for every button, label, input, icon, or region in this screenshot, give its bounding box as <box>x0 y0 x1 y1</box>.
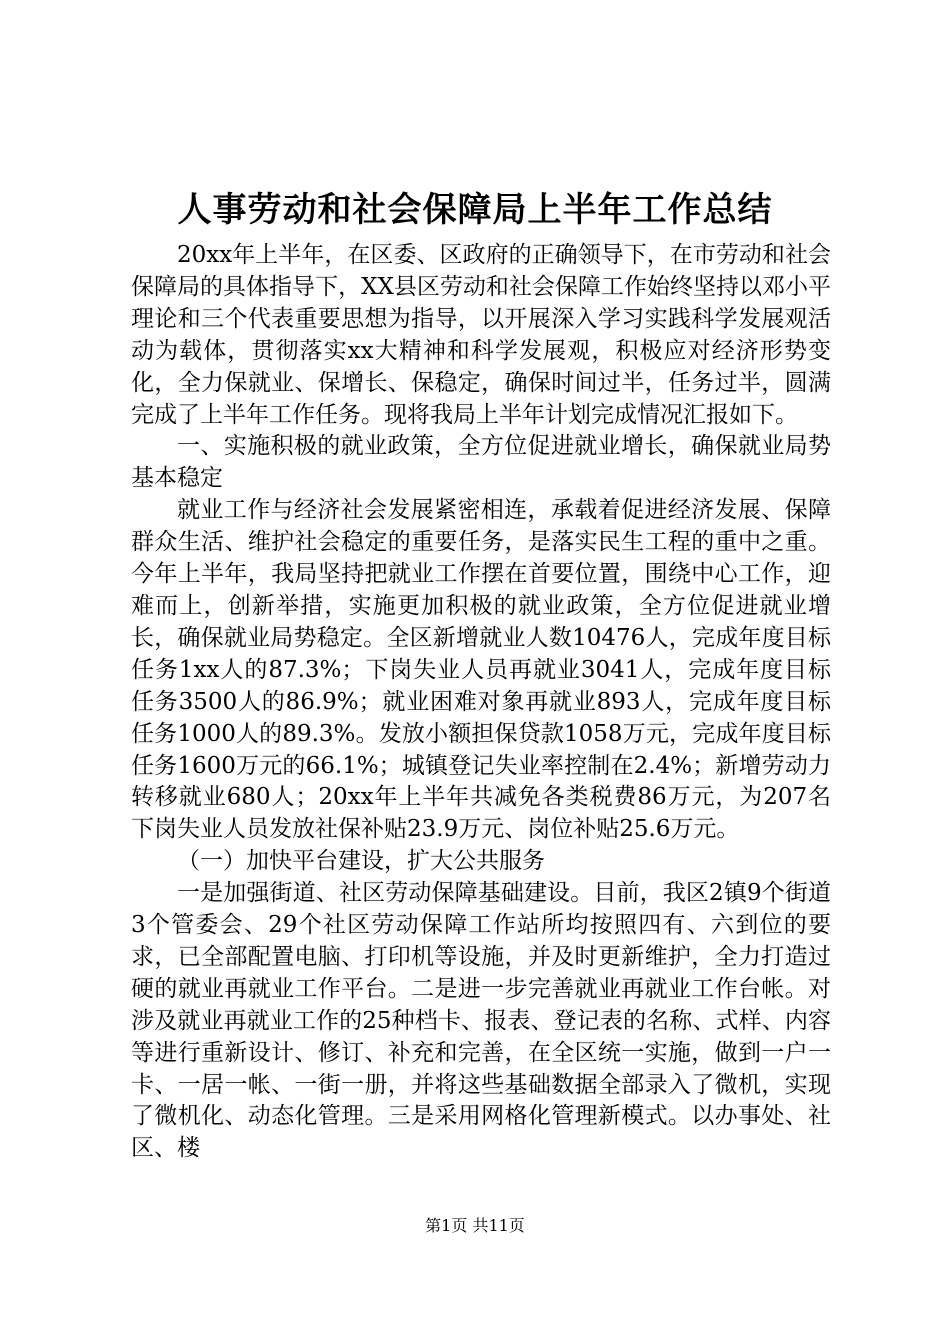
platform-paragraph: 一是加强街道、社区劳动保障基础建设。目前，我区2镇9个街道3个管委会、29个社区劳动保障工作站所均按照四有、六到位的要求，已全部配置电脑、打印机等设施，并及时更新维护，全力打造过硬的就业再就业工作平台。二是进一步完善就业再就业工作台帐。对涉及就业再就业工作的25种档卡、报表、登记表的名称、式样、内容等进行重新设计、修订、补充和完善，在全区统一实施，做到一户一卡、一居一帐、一街一册，并将这些基础数据全部录入了微机，实现了微机化、动态化管理。三是采用网格化管理新模式。以办事处、社区、楼 <box>131 880 831 1162</box>
document-title: 人事劳动和社会保障局上半年工作总结 <box>177 190 773 230</box>
intro-paragraph: 20xx年上半年，在区委、区政府的正确领导下，在市劳动和社会保障局的具体指导下，XX县区劳动和社会保障工作始终坚持以邓小平理论和三个代表重要思想为指导，以开展深入学习实践科学发展观活动为载体，贯彻落实xx大精神和科学发展观，积极应对经济形势变化，全力保就业、保增长、保稳定，确保时间过半，任务过半，圆满完成了上半年工作任务。现将我局上半年计划完成情况汇报如下。 <box>131 242 831 428</box>
page-footer: 第1页 共11页 <box>425 1216 525 1235</box>
employment-paragraph: 就业工作与经济社会发展紧密相连，承载着促进经济发展、保障群众生活、维护社会稳定的重要任务，是落实民生工程的重中之重。今年上半年，我局坚持把就业工作摆在首要位置，围绕中心工作，迎难而上，创新举措，实施更加积极的就业政策，全方位促进就业增长，确保就业局势稳定。全区新增就业人数10476人，完成年度目标任务1xx人的87.3%；下岗失业人员再就业3041人，完成年度目标任务3500人的86.9%；就业困难对象再就业893人，完成年度目标任务1000人的89.3%。发放小额担保贷款1058万元，完成年度目标任务1600万元的66.1%；城镇登记失业率控制在2.4%；新增劳动力转移就业680人；20xx年上半年共减免各类税费86万元，为207名下岗失业人员发放社保补贴23.9万元、岗位补贴25.6万元。 <box>131 497 831 843</box>
subsection-heading-1: （一）加快平台建设，扩大公共服务 <box>177 848 545 875</box>
section-heading-1: 一、实施积极的就业政策，全方位促进就业增长，确保就业局势基本稳定 <box>131 433 831 492</box>
document-body <box>131 240 831 1165</box>
